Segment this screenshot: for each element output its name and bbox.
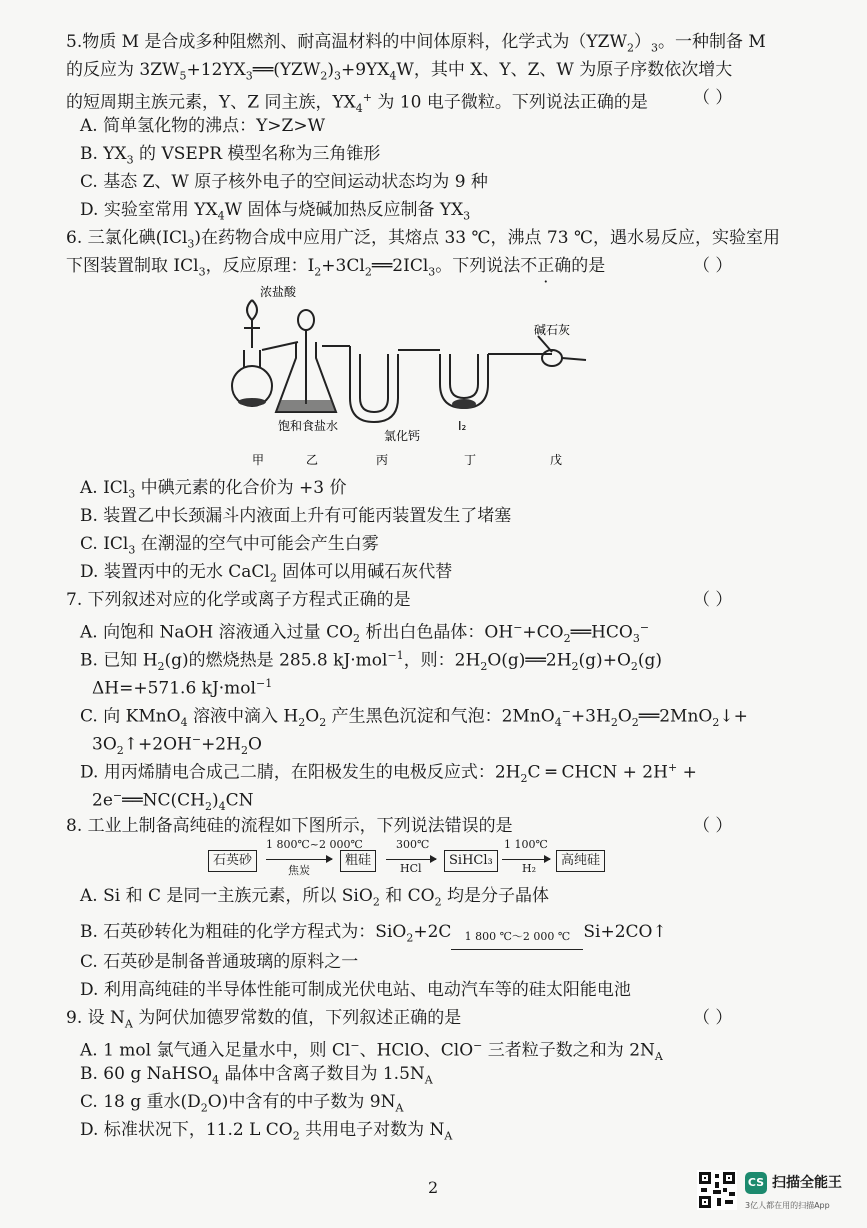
label-jia: 甲 bbox=[252, 453, 265, 467]
q5-answer-paren: （ ） bbox=[693, 88, 733, 108]
label-soda-lime: 碱石灰 bbox=[534, 323, 571, 337]
drying-tube bbox=[542, 350, 562, 366]
flow-box-pure-si: 高纯硅 bbox=[556, 850, 605, 872]
q6-option-d: D. 装置丙中的无水 CaCl$_2$ 固体可以用碱石灰代替 bbox=[80, 562, 453, 585]
flow-arrow-3-bottom: H₂ bbox=[522, 862, 537, 875]
q7-option-a: A. 向饱和 NaOH 溶液通入过量 $CO_2$ 析出白色晶体：$OH^-+CO_2══HCO_3^-$ bbox=[80, 621, 650, 646]
qr-code-icon bbox=[697, 1170, 737, 1210]
q9-option-a: A. 1 mol 氯气通入足量水中，则 Cl−、HClO、ClO− 三者粒子数之和为 $2N_A$ bbox=[80, 1039, 663, 1064]
q5-line2: 的反应为 $3ZW_5+12YX_3══(YZW_2)_3+9YX_4W$，其中 X、Y、Z、W 为原子序数依次增大 bbox=[66, 60, 733, 83]
q9-line1: 9. 设 $N_A$ 为阿伏加德罗常数的值，下列叙述正确的是 bbox=[66, 1008, 462, 1031]
q8-line1: 8. 工业上制备高纯硅的流程如下图所示，下列说法错误的是 bbox=[66, 816, 513, 836]
label-ding: 丁 bbox=[464, 453, 477, 467]
q7-option-b-line2: ΔH=+571.6 kJ·mol$^{-1}$ bbox=[92, 677, 273, 699]
q5-option-b: B. $YX_3$ 的 VSEPR 模型名称为三角锥形 bbox=[80, 144, 381, 167]
flow-box-quartz-sand: 石英砂 bbox=[208, 850, 257, 872]
q6-answer-paren: （ ） bbox=[693, 256, 733, 276]
q5-line1: 5.物质 M 是合成多种阻燃剂、耐高温材料的中间体原料，化学式为$(YZW_2)_3$。一种制备 M bbox=[66, 32, 766, 55]
q5-option-c: C. 基态 Z、W 原子核外电子的空间运动状态均为 9 种 bbox=[80, 172, 488, 192]
q5-option-d: D. 实验室常用 $YX_4W$ 固体与烧碱加热反应制备 $YX_3$ bbox=[80, 200, 471, 223]
label-iodine: I₂ bbox=[458, 419, 467, 433]
q8-option-b: B. 石英砂转化为粗硅的化学方程式为：SiO$_2$+2C 1 800 ℃～2 000 ℃ Si+2CO↑ bbox=[80, 920, 667, 950]
silicon-flowchart bbox=[208, 838, 608, 882]
flow-arrow-1 bbox=[266, 859, 332, 860]
label-yi: 乙 bbox=[306, 453, 319, 467]
q9-option-d: D. 标准状况下，11.2 L $CO_2$ 共用电子对数为 $N_A$ bbox=[80, 1120, 453, 1143]
label-bing: 丙 bbox=[376, 453, 389, 467]
label-conc-hcl: 浓盐酸 bbox=[260, 285, 297, 299]
q7-line1: 7. 下列叙述对应的化学或离子方程式正确的是 bbox=[66, 590, 411, 610]
q9-answer-paren: （ ） bbox=[693, 1008, 733, 1028]
apparatus-svg bbox=[200, 280, 620, 480]
q8-answer-paren: （ ） bbox=[693, 816, 733, 836]
q7-option-b-line1: B. 已知 $H_2(g)$的燃烧热是 285.8 kJ·mol$^{-1}$，则：$2H_2O(g)══2H_2(g)+O_2(g)$ bbox=[80, 649, 663, 674]
flow-arrow-3-top: 1 100℃ bbox=[504, 838, 548, 851]
q7-option-c-line2: $3O_2↑+2OH^-+2H_2O$ bbox=[92, 733, 262, 758]
q5-option-a: A. 简单氢化物的沸点：Y>Z>W bbox=[80, 116, 326, 136]
separatory-funnel bbox=[247, 300, 257, 320]
flow-arrow-2-top: 300℃ bbox=[396, 838, 430, 851]
label-cacl2: 氯化钙 bbox=[384, 429, 421, 443]
label-wu: 戊 bbox=[550, 453, 563, 467]
q8-option-c: C. 石英砂是制备普通玻璃的原料之一 bbox=[80, 952, 359, 972]
q5-line3: 的短周期主族元素，Y、Z 同主族，$YX_4^+$ 为 10 电子微粒。下列说法正确的是 bbox=[66, 91, 648, 116]
camscanner-name: 扫描全能王 bbox=[772, 1175, 842, 1191]
q7-option-d-line1: D. 用丙烯腈电合成己二腈，在阳极发生的电极反应式：$2H_2C$ ═ CHCN + 2H+ + bbox=[80, 761, 697, 786]
camscanner-tagline: 3亿人都在用的扫描App bbox=[745, 1201, 830, 1210]
q6-line2: 下图装置制取 ICl$_3$，反应原理：$I_2+3Cl_2══2ICl_3$。下列说法不正确的是 bbox=[66, 256, 606, 279]
flow-arrow-1-bottom: 焦炭 bbox=[288, 864, 310, 877]
flow-arrow-2 bbox=[386, 859, 436, 860]
flow-arrow-1-top: 1 800℃~2 000℃ bbox=[266, 838, 363, 851]
q6-line1: 6. 三氯化碘(ICl$_3$)在药物合成中应用广泛，其熔点 33 ℃，沸点 73 ℃，遇水易反应，实验室用 bbox=[66, 228, 780, 251]
q7-option-c-line1: C. 向 KMnO$_4$ 溶液中滴入 $H_2O_2$ 产生黑色沉淀和气泡：$2MnO_4^-+3H_2O_2══2MnO_2↓+$ bbox=[80, 705, 748, 730]
q6-option-a: A. ICl$_3$ 中碘元素的化合价为 +3 价 bbox=[80, 478, 347, 501]
q8-option-d: D. 利用高纯硅的半导体性能可制成光伏电站、电动汽车等的硅太阳能电池 bbox=[80, 980, 631, 1000]
page-number: 2 bbox=[428, 1178, 439, 1197]
q9-option-c: C. 18 g 重水$(D_2O)$中含有的中子数为 $9N_A$ bbox=[80, 1092, 404, 1115]
q7-option-d-line2: $2e^-══NC(CH_2)_4CN$ bbox=[92, 789, 254, 814]
long-neck-funnel bbox=[298, 310, 314, 330]
flow-box-crude-si: 粗硅 bbox=[340, 850, 376, 872]
flow-arrow-3 bbox=[502, 859, 550, 860]
q6-option-b: B. 装置乙中长颈漏斗内液面上升有可能丙装置发生了堵塞 bbox=[80, 506, 512, 526]
apparatus-diagram bbox=[200, 280, 620, 480]
flow-arrow-2-bottom: HCl bbox=[400, 862, 422, 875]
label-brine: 饱和食盐水 bbox=[278, 419, 339, 433]
q6-option-c: C. ICl$_3$ 在潮湿的空气中可能会产生白雾 bbox=[80, 534, 379, 557]
q7-answer-paren: （ ） bbox=[693, 590, 733, 610]
flow-box-sihcl3: SiHCl₃ bbox=[444, 850, 498, 872]
camscanner-logo-icon: CS bbox=[745, 1172, 767, 1194]
q9-option-b: B. 60 g NaHSO$_4$ 晶体中含离子数目为 $1.5N_A$ bbox=[80, 1064, 433, 1087]
q8-option-b-condition: 1 800 ℃～2 000 ℃ bbox=[464, 930, 571, 944]
q8-option-a: A. Si 和 C 是同一主族元素，所以 SiO$_2$ 和 $CO_2$ 均是分子晶体 bbox=[80, 886, 549, 909]
